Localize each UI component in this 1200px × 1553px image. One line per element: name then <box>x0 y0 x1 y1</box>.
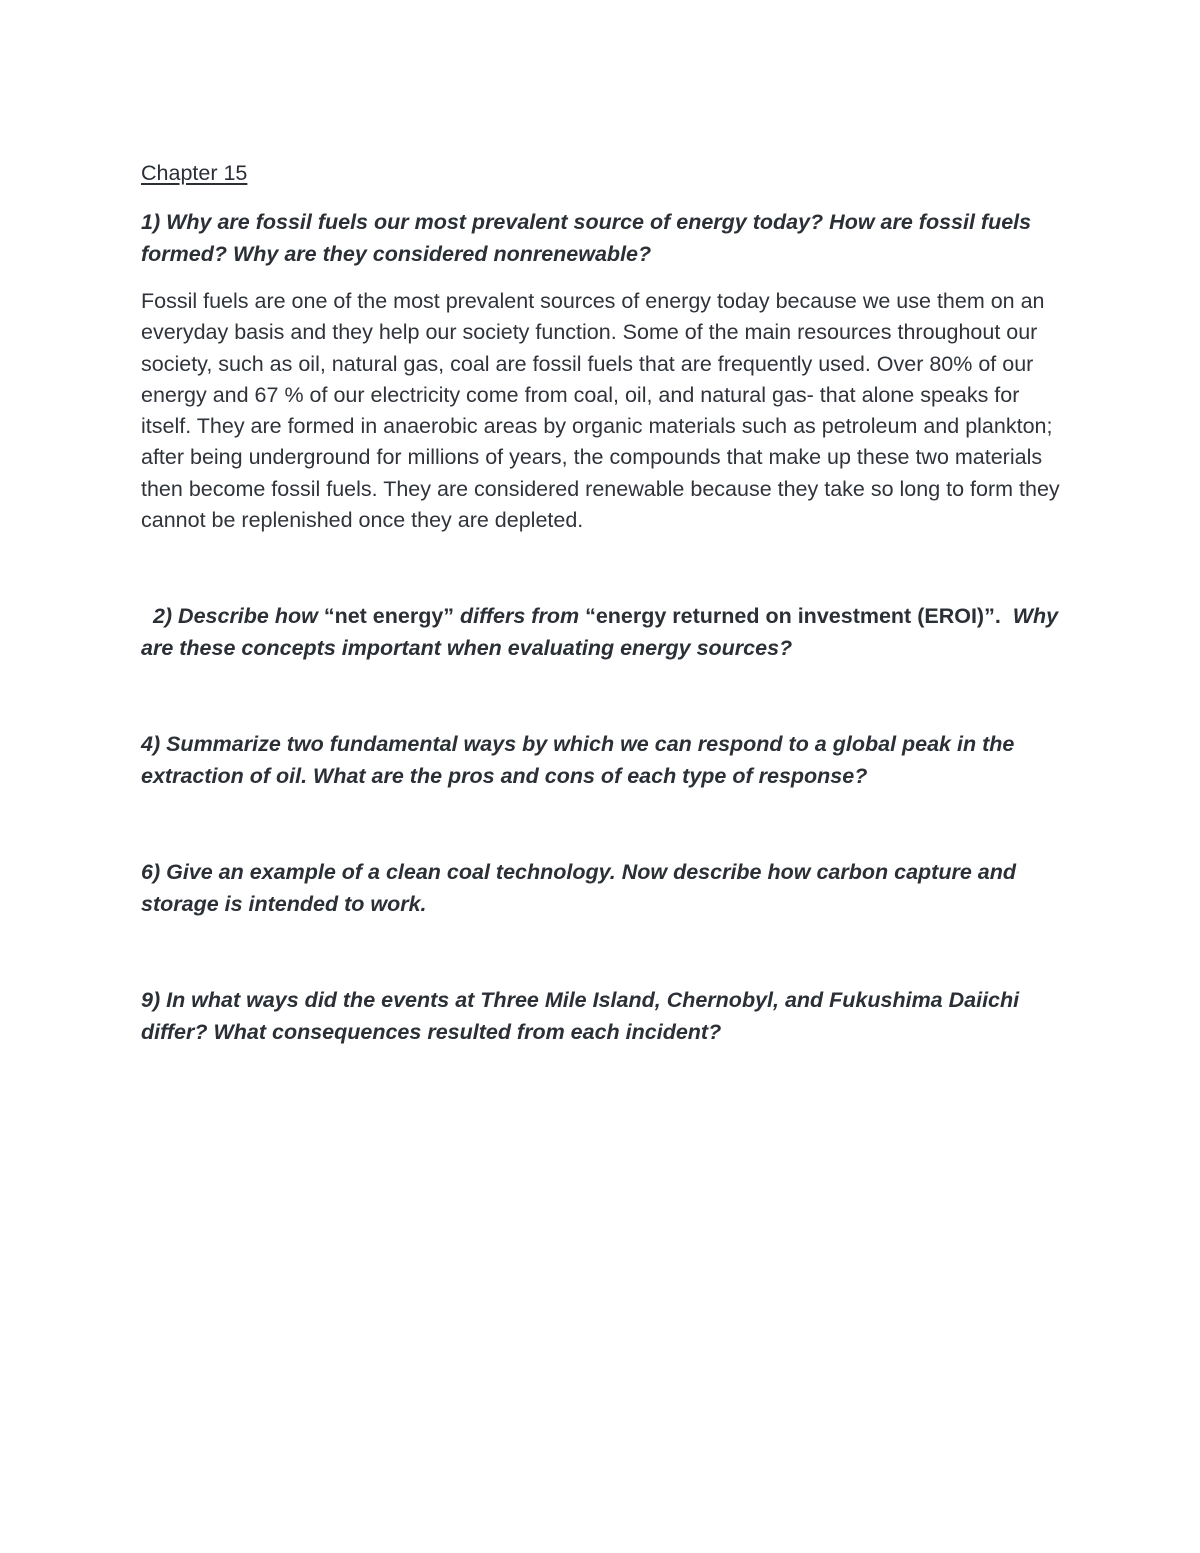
question-4: 4) Summarize two fundamental ways by which we can respond to a global peak in the extraction of oil. What are the pros and cons of each type of response? <box>141 732 1015 788</box>
question-2-term-eroi: “energy returned on investment (EROI)”. <box>585 604 1001 629</box>
chapter-title: Chapter 15 <box>141 161 248 185</box>
document-body <box>141 158 1066 1048</box>
answer-1: Fossil fuels are one of the most prevalent sources of energy today because we use them on an everyday basis and they help our society function. Some of the main resources throughout our society, such as oil, natural gas, coal are fossil fuels that are frequently used. Over 80% of our energy and 67 % of our electricity come from coal, oil, and natural gas- that alone speaks for itself. They are formed in anaerobic areas by organic materials such as petroleum and plankton; after being underground for millions of years, the compounds that make up these two materials then become fossil fuels. They are considered renewable because they take so long to form they cannot be replenished once they are depleted. <box>141 289 1060 533</box>
question-6: 6) Give an example of a clean coal technology. Now describe how carbon capture and storage is intended to work. <box>141 860 1016 916</box>
question-9: 9) In what ways did the events at Three Mile Island, Chernobyl, and Fukushima Daiichi differ? What consequences resulted from each incident? <box>141 988 1020 1044</box>
question-2-intro: 2) Describe how <box>141 604 324 629</box>
question-2 <box>141 601 1066 664</box>
question-2-followup: Why are these concepts important when evaluating energy sources? <box>141 604 1065 660</box>
question-2-term-net-energy: “net energy” <box>323 604 461 629</box>
question-1: 1) Why are fossil fuels our most prevalent source of energy today? How are fossil fuels formed? Why are they considered nonrenewable? <box>141 210 1032 266</box>
question-2-connector: differs from <box>460 604 586 629</box>
